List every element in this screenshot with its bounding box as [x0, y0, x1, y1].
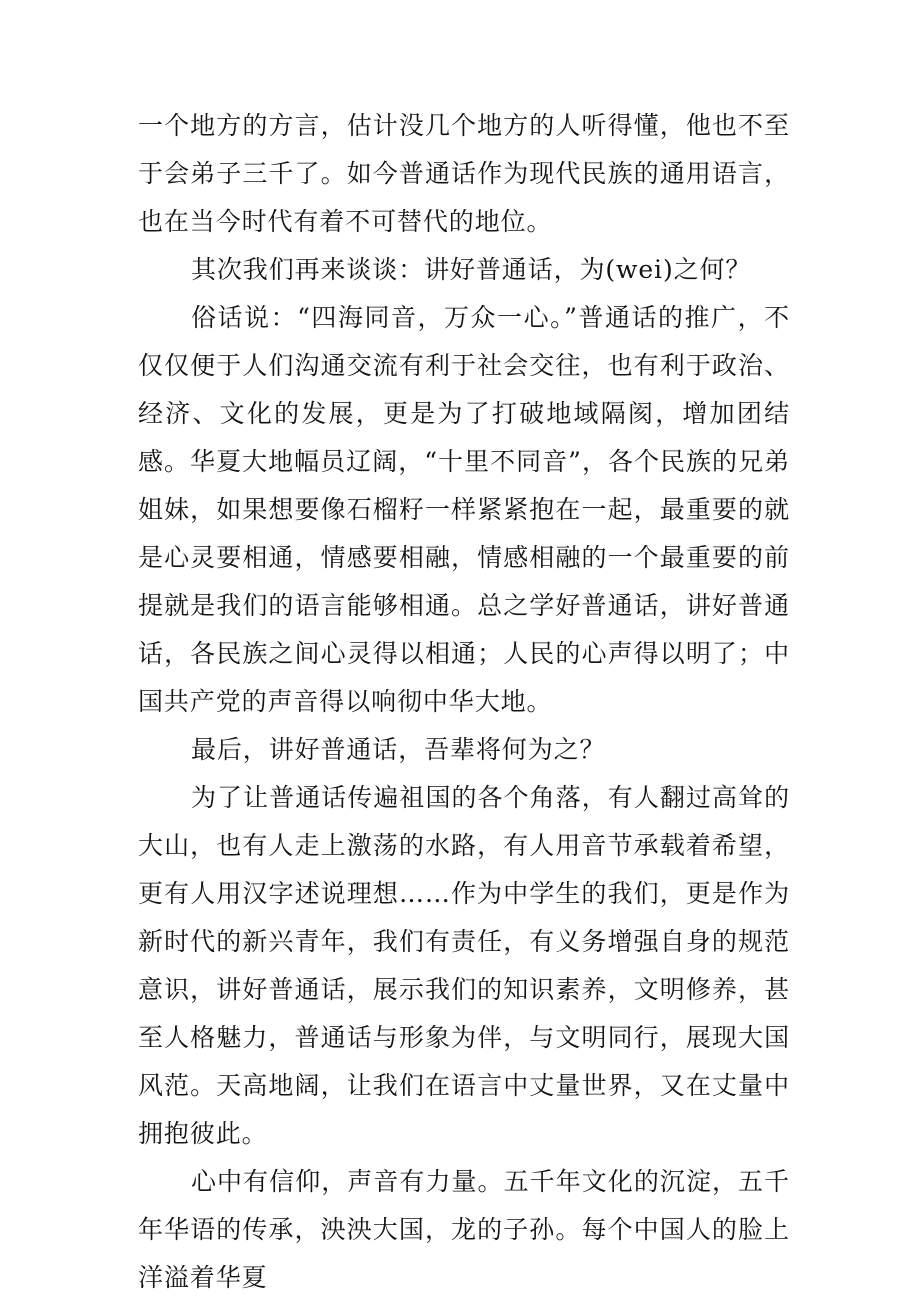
paragraph-5: 为了让普通话传遍祖国的各个角落，有人翻过高耸的大山，也有人走上激荡的水路，有人用音节承载着希望，更有人用汉字述说理想……作为中学生的我们，更是作为新时代的新兴青年，我们有责任，有义务增强自身的规范意识，讲好普通话，展示我们的知识素养，文明修养，甚至人格魅力，普通话与形象为伴，与文明同行，展现大国风范。天高地阔，让我们在语言中丈量世界，又在丈量中拥抱彼此。	[138, 783, 790, 1148]
paragraph-1: 一个地方的方言，估计没几个地方的人听得懂，他也不至于会弟子三千了。如今普通话作为现代民族的通用语言，也在当今时代有着不可替代的地位。	[138, 111, 790, 236]
paragraph-6: 心中有信仰，声音有力量。五千年文化的沉淀，五千年华语的传承，泱泱大国，龙的子孙。每个中国人的脸上洋溢着华夏	[138, 1167, 790, 1292]
paragraph-2: 其次我们再来谈谈：讲好普通话，为(wei)之何？	[191, 255, 752, 284]
paragraph-3: 俗话说：“四海同音，万众一心。”普通话的推广，不仅仅便于人们沟通交流有利于社会交往，也有利于政治、经济、文化的发展，更是为了打破地域隔阂，增加团结感。华夏大地幅员辽阔，“十里不同音”，各个民族的兄弟姐妹，如果想要像石榴籽一样紧紧抱在一起，最重要的就是心灵要相通，情感要相融，情感相融的一个最重要的前提就是我们的语言能够相通。总之学好普通话，讲好普通话，各民族之间心灵得以相通；人民的心声得以明了；中国共产党的声音得以响彻中华大地。	[138, 303, 790, 716]
document-body	[138, 102, 790, 1302]
paragraph-4: 最后，讲好普通话，吾辈将何为之？	[191, 735, 606, 764]
